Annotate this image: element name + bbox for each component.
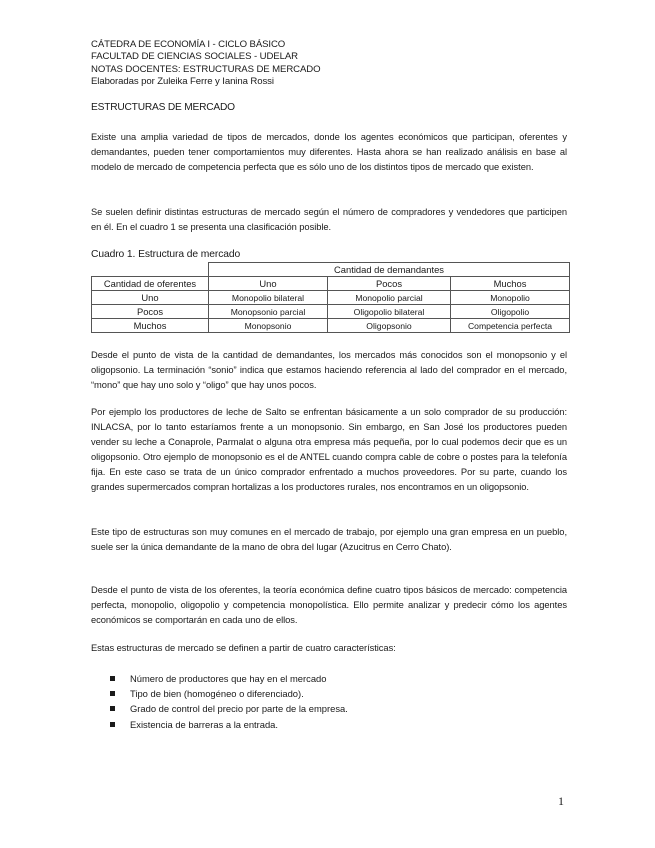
bullet-square-icon	[110, 706, 115, 711]
paragraph-examples: Por ejemplo los productores de leche de Salto se enfrentan básicamente a un solo comprador de su producción: INLACSA, por lo tanto estaríamos frente a un monopsonio. Sin embargo, en San José los productores pueden vender su leche a Conaprole, Parmalat o alguna otra empresa más pequeña, por lo cual podemos decir que es un oligopsonio. Otro ejemplo de monopsonio es el de ANTEL cuando compra cable de cobre o postes para la telefonía fija. En este caso se trata de un único comprador enfrentado a muchos proveedores. Por su parte, cuando los grandes supermercados compran hortalizas a los productores rurales, nos encontramos en un oligopsonio.	[91, 407, 567, 492]
row-label: Muchos	[92, 319, 209, 333]
header-authors: Elaboradas por Zuleika Ferre y Ianina Rossi	[91, 76, 274, 88]
header-faculty: FACULTAD DE CIENCIAS SOCIALES - UDELAR	[91, 51, 298, 63]
list-item	[110, 671, 348, 686]
list-item	[110, 686, 348, 701]
header-department: CÁTEDRA DE ECONOMÍA I - CICLO BÁSICO	[91, 39, 286, 50]
table-cell: Monopolio bilateral	[209, 291, 328, 305]
document-header	[91, 39, 567, 89]
table-row	[92, 305, 570, 319]
paragraph-characteristics-intro: Estas estructuras de mercado se definen a partir de cuatro características:	[91, 643, 396, 653]
section-title: ESTRUCTURAS DE MERCADO	[91, 102, 235, 113]
list-item	[110, 717, 348, 732]
header-notes-title: NOTAS DOCENTES: ESTRUCTURAS DE MERCADO	[91, 63, 321, 75]
column-header: Muchos	[451, 277, 570, 291]
table-cell: Monopolio parcial	[328, 291, 451, 305]
list-item-text: Tipo de bien (homogéneo o diferenciado).	[130, 688, 304, 700]
demand-header: Cantidad de demandantes	[209, 263, 570, 277]
table-corner-cell	[92, 263, 209, 277]
table-cell: Oligopolio	[451, 305, 570, 319]
bullet-square-icon	[110, 691, 115, 696]
table-caption: Cuadro 1. Estructura de mercado	[91, 249, 241, 260]
table-cell: Competencia perfecta	[451, 319, 570, 333]
market-structure-table	[91, 262, 570, 333]
table-cell: Oligopolio bilateral	[328, 305, 451, 319]
column-header: Pocos	[328, 277, 451, 291]
characteristics-list	[110, 671, 348, 732]
paragraph-labor-market: Este tipo de estructuras son muy comunes en el mercado de trabajo, por ejemplo una gran empresa en un pueblo, suele ser la única demandante de la mano de obra del lugar (Azucitrus en Cerro Chato).	[91, 527, 567, 552]
row-label: Pocos	[92, 305, 209, 319]
bullet-square-icon	[110, 676, 115, 681]
bullet-square-icon	[110, 722, 115, 727]
paragraph-intro: Existe una amplia variedad de tipos de mercados, donde los agentes económicos que participan, oferentes y demandantes, pueden tener comportamientos muy diferentes. Hasta ahora se han realizado análisis en base al modelo de mercado de competencia perfecta que es sólo uno de los distintos tipos de mercado que existen.	[91, 132, 567, 172]
table-row	[92, 291, 570, 305]
row-label: Uno	[92, 291, 209, 305]
list-item-text: Existencia de barreras a la entrada.	[130, 718, 278, 730]
page-number: 1	[558, 794, 564, 808]
table-cell: Monopsonio	[209, 319, 328, 333]
list-item-text: Número de productores que hay en el mercado	[130, 673, 327, 684]
list-item-text: Grado de control del precio por parte de la empresa.	[130, 703, 348, 715]
table-cell: Oligopsonio	[328, 319, 451, 333]
table-cell: Monopolio	[451, 291, 570, 305]
list-item	[110, 701, 348, 716]
table-cell: Monopsonio parcial	[209, 305, 328, 319]
paragraph-structures: Se suelen definir distintas estructuras de mercado según el número de compradores y vendedores que participen en él. En el cuadro 1 se presenta una clasificación posible.	[91, 207, 567, 232]
supply-header: Cantidad de oferentes	[92, 277, 209, 291]
table-row	[92, 319, 570, 333]
table-header-row	[92, 263, 570, 277]
table-subheader-row	[92, 277, 570, 291]
paragraph-supply-side: Desde el punto de vista de los oferentes, la teoría económica define cuatro tipos básicos de mercado: competencia perfecta, monopolio, oligopolio y competencia monopolística. Ello permite analizar y predecir cómo los agentes económicos se comportarán en cada uno de ellos.	[91, 585, 567, 625]
paragraph-demand-side: Desde el punto de vista de la cantidad de demandantes, los mercados más conocidos son el monopsonio y el oligopsonio. La terminación “sonio” indica que estamos haciendo referencia al lado del comprador en el mercado, “mono” que hay uno solo y “oligo” que hay unos pocos.	[91, 350, 567, 390]
column-header: Uno	[209, 277, 328, 291]
